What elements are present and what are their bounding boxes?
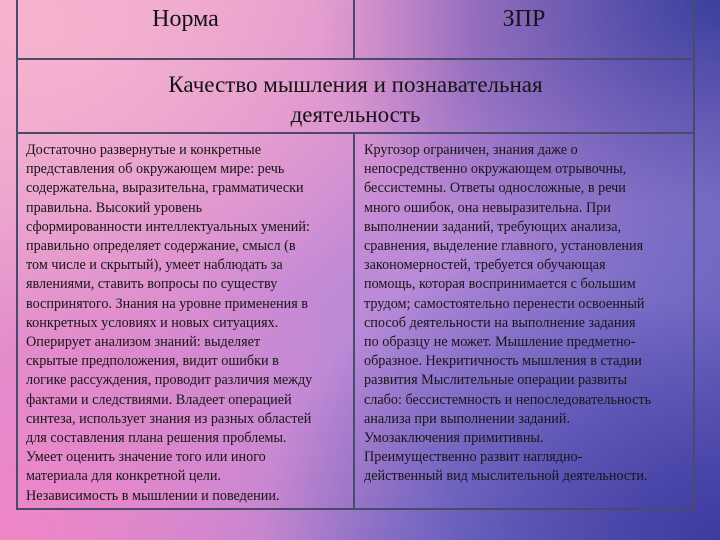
text-line: выполнении заданий, требующих анализа, [364, 218, 622, 235]
text-line: трудом; самостоятельно перенести освоенный [364, 295, 645, 312]
text-line: помощь, которая воспринимается с большим [364, 276, 636, 293]
comparison-table [16, 0, 695, 510]
text-line: Преимущественно развит наглядно- [364, 449, 583, 466]
text-line: том числе и скрытый), умеет наблюдать за [26, 257, 283, 274]
section-title-line-2: деятельность [290, 102, 421, 127]
text-line: слабо: бессистемность и непоследовательность [364, 391, 652, 408]
text-line: закономерностей, требуется обучающая [364, 257, 606, 274]
header-norm: Норма [152, 6, 219, 32]
text-line: конкретных условиях и новых ситуациях. [26, 314, 279, 331]
header-column-divider [353, 0, 355, 58]
text-line: много ошибок, она невыразительна. При [364, 199, 611, 216]
text-line: Умозаключения примитивны. [364, 430, 544, 447]
norm-description-cell [26, 141, 351, 506]
text-line: явлениями, ставить вопросы по существу [26, 276, 278, 293]
text-line: содержательна, выразительна, грамматически [26, 180, 304, 197]
text-line: синтеза, использует знания из разных областей [26, 410, 312, 427]
text-line: сформированности интеллектуальных умений: [26, 218, 310, 235]
text-line: Умеет оценить значение того или иного [26, 449, 266, 466]
text-line: представления об окружающем мире: речь [26, 161, 285, 178]
text-line: бессистемны. Ответы односложные, в речи [364, 180, 626, 197]
text-line: воспринятого. Знания на уровне применения в [26, 295, 309, 312]
text-line: Достаточно развернутые и конкретные [26, 142, 262, 158]
header-zpr: ЗПР [502, 6, 546, 32]
text-line: логике рассуждения, проводит различия между [26, 372, 313, 389]
text-line: материала для конкретной цели. [26, 468, 221, 485]
text-line: Кругозор ограничен, знания даже о [364, 142, 578, 158]
text-line: непосредственно окружающем отрывочны, [364, 161, 627, 178]
text-line: образное. Некритичность мышления в стадии [364, 353, 642, 370]
text-line: Оперирует анализом знаний: выделяет [26, 334, 261, 351]
text-line: анализа при выполнении заданий. [364, 410, 571, 427]
text-line: Независимость в мышлении и поведении. [26, 487, 280, 504]
text-line: сравнения, выделение главного, установления [364, 238, 644, 255]
text-line: действенный вид мыслительной деятельности. [364, 468, 648, 485]
text-line: скрытые предположения, видит ошибки в [26, 353, 279, 370]
text-line: правильна. Высокий уровень [26, 199, 203, 216]
text-line: способ деятельности на выполнение задания [364, 314, 636, 331]
table-header-row [18, 0, 693, 60]
section-title-row [18, 60, 693, 134]
text-line: правильно определяет содержание, смысл (в [26, 238, 296, 255]
text-line: по образцу не может. Мышление предметно- [364, 334, 636, 351]
section-title-line-1: Качество мышления и познавательная [168, 72, 543, 97]
text-line: фактами и следствиями. Владеет операцией [26, 391, 292, 408]
text-line: развития Мыслительные операции развиты [364, 372, 628, 389]
zpr-description-cell [364, 141, 694, 487]
text-line: для составления плана решения проблемы. [26, 430, 287, 447]
body-column-divider [353, 134, 355, 508]
